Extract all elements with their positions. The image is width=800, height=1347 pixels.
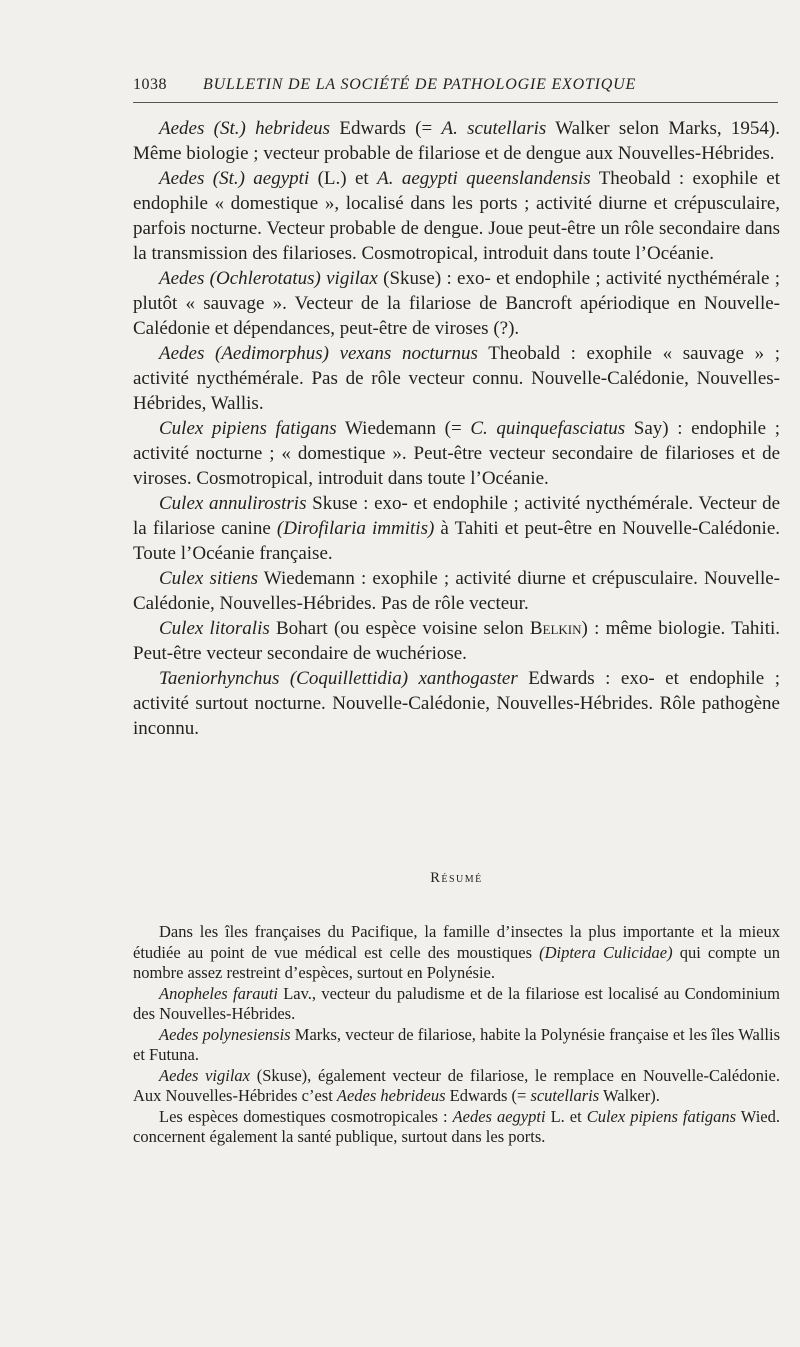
species-name: Culex litoralis: [159, 618, 270, 639]
author-name: Belkin: [529, 618, 582, 639]
summary-paragraph: [133, 922, 780, 984]
entry-text: ) : même biologie. Tahiti. Peut-être vecteur secondaire de wuchériose.: [133, 618, 781, 664]
summary-text: Dans les îles françaises du Pacifique, la famille d’insectes la plus importante et la mieux étudiée au point de vue médical est celle des moustiques: [133, 922, 780, 962]
header-rule: [133, 102, 778, 103]
taxon-name: Aedes vigilax: [159, 1065, 251, 1085]
entry-text: (Skuse) : exo- et endophile ; activité nycthémérale ; plutôt « sauvage ». Vecteur de la filariose de Bancroft apériodique en Nouvelle-Calédonie et dépendances, peut-être de viroses (?).: [133, 268, 780, 339]
entry-text: à Tahiti et peut-être en Nouvelle-Calédonie. Toute l’Océanie française.: [133, 518, 780, 564]
species-name: A. scutellaris: [441, 118, 547, 139]
species-name: C. quinquefasciatus: [470, 418, 626, 439]
species-entry: [133, 616, 780, 666]
species-entry: [133, 666, 780, 741]
summary-text: Wied. concernent également la santé publique, surtout dans les ports.: [133, 1106, 780, 1146]
species-name: Aedes (Aedimorphus) vexans nocturnus: [159, 343, 478, 364]
species-name: Aedes (St.) hebrideus: [159, 118, 331, 139]
species-entry: [133, 491, 780, 566]
summary-text: (Skuse), également vecteur de filariose, le remplace en Nouvelle-Calédonie. Aux Nouvelles-Hébrides c’est: [133, 1065, 781, 1105]
species-name: A. aegypti queenslandensis: [377, 168, 591, 189]
taxon-name: scutellaris: [530, 1086, 600, 1105]
summary-text: Walker).: [599, 1086, 660, 1105]
summary-paragraph: [133, 1025, 780, 1066]
species-name: (Dirofilaria immitis): [276, 518, 435, 539]
entry-text: Wiedemann : exophile ; activité diurne et crépusculaire. Nouvelle-Calédonie, Nouvelles-Hébrides. Pas de rôle vecteur.: [133, 568, 780, 614]
species-entry: [133, 416, 780, 491]
taxon-name: Aedes aegypti: [452, 1106, 546, 1126]
summary-heading: Résumé: [430, 870, 483, 886]
entry-text: Edwards (=: [330, 118, 442, 139]
species-name: Culex annulirostris: [159, 493, 307, 514]
species-entry: [133, 341, 780, 416]
entry-text: Skuse : exo- et endophile ; activité nycthémérale. Vecteur de la filariose canine: [133, 493, 780, 539]
summary-text: qui compte un nombre assez restreint d’espèces, surtout en Polynésie.: [133, 942, 780, 982]
species-name: Taeniorhynchus (Coquillettidia) xanthogaster: [159, 668, 518, 689]
summary-text: Lav., vecteur du paludisme et de la filariose est localisé au Condominium des Nouvelles-Hébrides.: [133, 983, 781, 1023]
species-entry: [133, 266, 780, 341]
entry-text: Edwards : exo- et endophile ; activité surtout nocturne. Nouvelle-Calédonie, Nouvelles-Hébrides. Rôle pathogène inconnu.: [133, 668, 780, 739]
species-entry: [133, 166, 780, 266]
journal-title: BULLETIN DE LA SOCIÉTÉ DE PATHOLOGIE EXOTIQUE: [203, 76, 637, 93]
entry-text: Wiedemann (=: [336, 418, 471, 439]
summary-section: [133, 922, 780, 1148]
taxon-name: (Diptera Culicidae): [539, 942, 673, 962]
taxon-name: Culex pipiens fatigans: [586, 1106, 737, 1126]
entry-text: Bohart (ou espèce voisine selon: [269, 618, 530, 639]
species-name: Culex sitiens: [159, 568, 259, 589]
species-entry: [133, 566, 780, 616]
taxon-name: Anopheles farauti: [159, 983, 278, 1003]
page-number: 1038: [133, 76, 167, 93]
summary-text: Les espèces domestiques cosmotropicales :: [159, 1106, 453, 1126]
taxon-name: Aedes polynesiensis: [159, 1024, 291, 1044]
entry-text: Walker selon Marks, 1954). Même biologie ; vecteur probable de filariose et de dengue aux Nouvelles-Hébrides.: [133, 118, 780, 164]
species-name: Aedes (St.) aegypti: [159, 168, 310, 189]
species-list: [133, 116, 780, 741]
entry-text: Theobald : exophile « sauvage » ; activité nycthémérale. Pas de rôle vecteur connu. Nouvelle-Calédonie, Nouvelles-Hébrides, Wallis.: [133, 343, 780, 414]
summary-paragraph: [133, 984, 780, 1025]
species-name: Aedes (Ochlerotatus) vigilax: [159, 268, 378, 289]
running-header: [133, 76, 778, 98]
summary-text: Edwards (=: [445, 1086, 531, 1105]
species-entry: [133, 116, 780, 166]
summary-text: L. et: [545, 1106, 587, 1126]
entry-text: Theobald : exophile et endophile « domestique », localisé dans les ports ; activité diurne et crépusculaire, parfois nocturne. Vecteur probable de dengue. Joue peut-être un rôle secondaire dans la transmission des filarioses. Cosmotropical, introduit dans toute l’Océanie.: [133, 168, 780, 264]
taxon-name: Aedes hebrideus: [336, 1086, 446, 1105]
summary-paragraph: [133, 1107, 780, 1148]
summary-paragraph: [133, 1066, 780, 1107]
species-name: Culex pipiens fatigans: [159, 418, 337, 439]
summary-text: Marks, vecteur de filariose, habite la Polynésie française et les îles Wallis et Futuna.: [133, 1024, 780, 1064]
entry-text: (L.) et: [309, 168, 378, 189]
entry-text: Say) : endophile ; activité nocturne ; « domestique ». Peut-être vecteur secondaire de filarioses et de viroses. Cosmotropical, introduit dans toute l’Océanie.: [133, 418, 780, 489]
